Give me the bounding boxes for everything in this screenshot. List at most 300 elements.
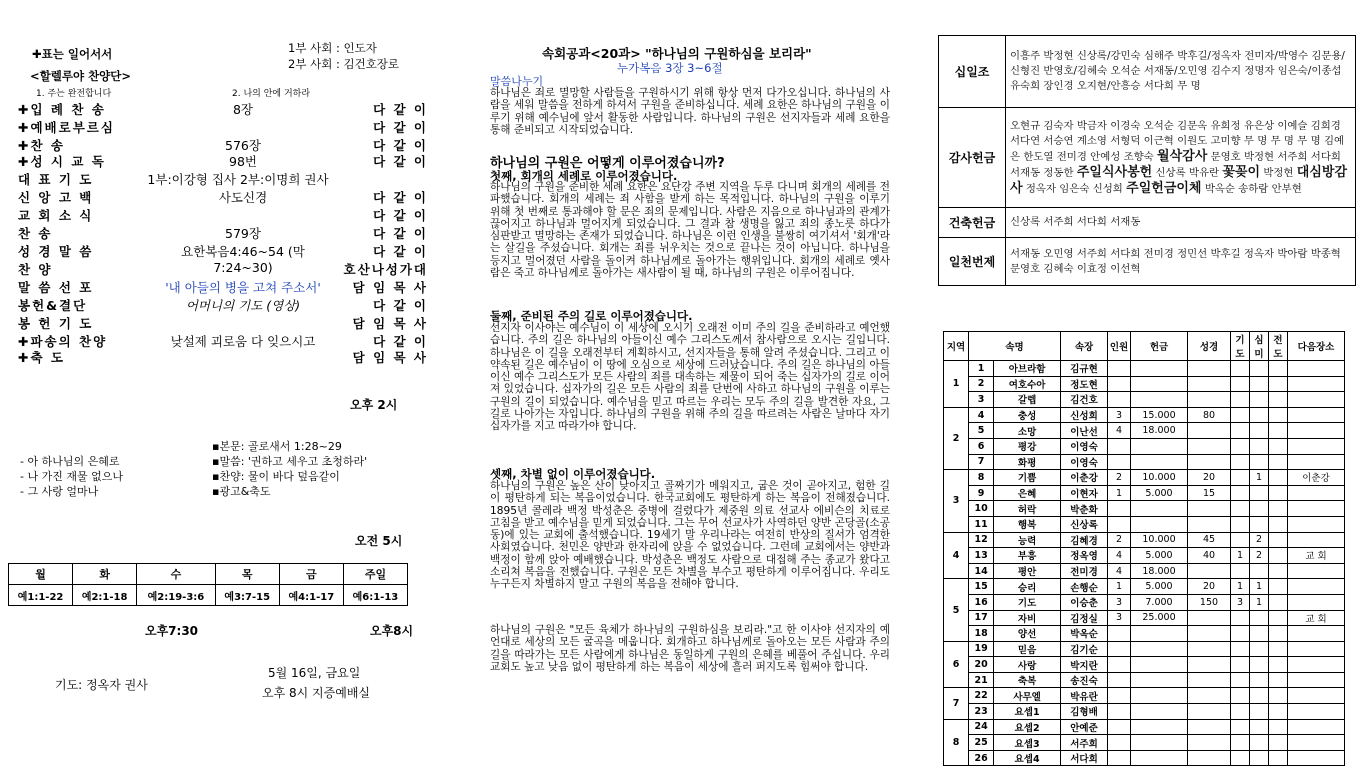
grid-cell-leader: 박옥순	[1061, 626, 1108, 642]
friday-date: 5월 16일, 금요일	[268, 666, 361, 680]
grid-cell-visit: 2	[1250, 532, 1269, 548]
share-label: 말씀나누기	[490, 75, 544, 88]
thousand-label: 일천번제	[939, 238, 1006, 286]
table-row	[944, 594, 1345, 610]
worship-order-column	[0, 0, 440, 729]
grid-cell-leader: 김건호	[1061, 392, 1108, 408]
grid-cell-pray	[1231, 735, 1250, 751]
order-content: 576장	[225, 138, 261, 153]
grid-cell-cnt	[1108, 501, 1131, 517]
grid-cell-bible	[1188, 376, 1231, 392]
grid-cell-pray: 3	[1231, 594, 1250, 610]
offering-column	[935, 0, 1359, 766]
grid-cell-name: 요셉3	[994, 735, 1061, 751]
grid-cell-leader: 정옥영	[1061, 548, 1108, 564]
thousand-names: 서재동 오민영 서주희 서다희 전미경 정민선 박후길 정옥자 박아람 박종혁 문영호 김혜숙 이효정 이선혁	[1006, 238, 1356, 286]
order-name: 찬 송	[18, 226, 53, 241]
grid-cell-name: 기쁨	[994, 470, 1061, 486]
pm2-item: ▪광고&축도	[212, 485, 271, 498]
pm2-heading: 오후 2시	[350, 398, 398, 412]
grid-cell-next	[1288, 361, 1345, 377]
grid-cell-no: 25	[969, 735, 994, 751]
grid-cell-name: 승리	[994, 579, 1061, 595]
grid-cell-pray: 1	[1231, 579, 1250, 595]
grid-cell-next	[1288, 641, 1345, 657]
grid-cell-bible: 150	[1188, 594, 1231, 610]
grid-cell-visit	[1250, 361, 1269, 377]
grid-cell-pray	[1231, 641, 1250, 657]
grid-cell-leader: 전미경	[1061, 563, 1108, 579]
grid-cell-leader: 송진숙	[1061, 672, 1108, 688]
grid-cell-money: 18.000	[1131, 563, 1188, 579]
table-row	[944, 688, 1345, 704]
reading-day: 주일	[343, 564, 407, 585]
grid-cell-no: 23	[969, 704, 994, 720]
grid-cell-name: 여호수아	[994, 376, 1061, 392]
building-names: 신상록 서주희 서다희 서재동	[1006, 208, 1356, 238]
grid-cell-next	[1288, 594, 1345, 610]
grid-cell-money: 18.000	[1131, 423, 1188, 439]
flower-label: 꽃꽂이	[1222, 164, 1261, 180]
order-row	[18, 118, 428, 136]
grid-cell-name: 은혜	[994, 485, 1061, 501]
grid-cell-next	[1288, 735, 1345, 751]
grid-cell-leader: 김형배	[1061, 704, 1108, 720]
reading-ref: 예1:1-22	[9, 585, 73, 606]
grid-cell-money	[1131, 719, 1188, 735]
grid-cell-cnt	[1108, 361, 1131, 377]
grid-cell-pray	[1231, 719, 1250, 735]
grid-cell-visit: 1	[1250, 579, 1269, 595]
grid-cell-visit	[1250, 376, 1269, 392]
grid-cell-leader: 박춘화	[1061, 501, 1108, 517]
table-row	[944, 423, 1345, 439]
grid-cell-money	[1131, 438, 1188, 454]
grid-cell-cnt	[1108, 704, 1131, 720]
grid-cell-evan	[1269, 704, 1288, 720]
leader-2: 2부 사회 : 김건호장로	[288, 57, 400, 71]
reading-ref: 예4:1-17	[279, 585, 343, 606]
table-row	[944, 610, 1345, 626]
grid-header-cell: 심미	[1250, 332, 1269, 361]
order-leader: 담 임 목 사	[352, 350, 428, 365]
grid-cell-no: 10	[969, 501, 994, 517]
grid-cell-visit	[1250, 641, 1269, 657]
region-cell: 1	[944, 361, 969, 408]
order-row	[18, 296, 428, 314]
grid-cell-bible: 40	[1188, 548, 1231, 564]
grid-cell-cnt: 4	[1108, 548, 1131, 564]
grid-cell-cnt	[1108, 657, 1131, 673]
grid-cell-pray	[1231, 516, 1250, 532]
grid-cell-evan	[1269, 594, 1288, 610]
grid-cell-evan	[1269, 470, 1288, 486]
table-row	[944, 485, 1345, 501]
grid-cell-cnt: 3	[1108, 407, 1131, 423]
grid-cell-money	[1131, 626, 1188, 642]
grid-cell-evan	[1269, 672, 1288, 688]
order-leader: 담 임 목 사	[352, 280, 428, 295]
grid-cell-name: 아브라함	[994, 361, 1061, 377]
grid-cell-pray	[1231, 563, 1250, 579]
grid-cell-next	[1288, 719, 1345, 735]
grid-cell-leader: 이승춘	[1061, 594, 1108, 610]
monthly-thanks-names: 문영호 박정현 서주희 서다희 서재동 정동한	[1010, 150, 1341, 179]
grid-cell-bible	[1188, 516, 1231, 532]
grid-cell-no: 9	[969, 485, 994, 501]
prayer-person: 기도: 정옥자 권사	[55, 678, 148, 692]
region-cell: 7	[944, 688, 969, 719]
grid-cell-name: 화평	[994, 454, 1061, 470]
order-name: 봉 헌 기 도	[18, 316, 94, 331]
grid-cell-no: 26	[969, 750, 994, 766]
grid-cell-visit	[1250, 485, 1269, 501]
order-name: ✚입 례 찬 송	[18, 102, 106, 117]
table-row	[944, 563, 1345, 579]
grid-cell-money: 10.000	[1131, 532, 1188, 548]
table-row	[944, 735, 1345, 751]
grid-header-cell: 인원	[1108, 332, 1131, 361]
grid-cell-next	[1288, 485, 1345, 501]
order-name: 교 회 소 식	[18, 208, 94, 223]
grid-cell-pray	[1231, 532, 1250, 548]
grid-cell-pray	[1231, 501, 1250, 517]
grid-cell-next: 교 회	[1288, 548, 1345, 564]
grid-cell-visit	[1250, 563, 1269, 579]
praise-song-2: 2. 나의 안에 거하라	[232, 89, 311, 99]
grid-cell-bible	[1188, 657, 1231, 673]
grid-cell-evan	[1269, 719, 1288, 735]
grid-cell-visit	[1250, 750, 1269, 766]
grid-cell-cnt	[1108, 719, 1131, 735]
grid-cell-money	[1131, 516, 1188, 532]
table-row	[944, 626, 1345, 642]
grid-cell-name: 능력	[994, 532, 1061, 548]
grid-cell-evan	[1269, 548, 1288, 564]
grid-cell-no: 3	[969, 392, 994, 408]
grid-cell-cnt	[1108, 438, 1131, 454]
lesson-heading-1: 첫째, 회개의 세례로 이루어졌습니다.	[490, 169, 678, 183]
grid-cell-name: 양선	[994, 626, 1061, 642]
grid-cell-name: 사무엘	[994, 688, 1061, 704]
table-row	[944, 532, 1345, 548]
grid-cell-visit	[1250, 438, 1269, 454]
grid-cell-money: 10.000	[1131, 470, 1188, 486]
order-leader: 다 같 이	[373, 138, 428, 153]
order-name: ✚파송의 찬양	[18, 334, 108, 349]
grid-cell-no: 1	[969, 361, 994, 377]
grid-cell-bible: 20	[1188, 579, 1231, 595]
order-name: ✚예배로부르심	[18, 120, 115, 135]
order-row	[18, 206, 428, 224]
grid-cell-money: 15.000	[1131, 407, 1188, 423]
grid-cell-visit	[1250, 704, 1269, 720]
grid-cell-visit	[1250, 392, 1269, 408]
grid-cell-next	[1288, 750, 1345, 766]
grid-cell-visit	[1250, 407, 1269, 423]
grid-cell-cnt: 3	[1108, 610, 1131, 626]
transfer-names: 박옥순 송하람 안부현	[1204, 182, 1302, 195]
grid-cell-money	[1131, 641, 1188, 657]
grid-cell-money	[1131, 672, 1188, 688]
grid-cell-leader: 박유란	[1061, 688, 1108, 704]
reading-ref: 예6:1-13	[343, 585, 407, 606]
order-row	[18, 260, 428, 278]
grid-cell-pray	[1231, 470, 1250, 486]
region-cell: 4	[944, 532, 969, 579]
table-row	[944, 516, 1345, 532]
grid-cell-next	[1288, 626, 1345, 642]
grid-cell-cnt: 2	[1108, 532, 1131, 548]
grid-cell-visit	[1250, 657, 1269, 673]
grid-cell-money: 5.000	[1131, 548, 1188, 564]
grid-cell-no: 16	[969, 594, 994, 610]
grid-cell-next: 이춘강	[1288, 470, 1345, 486]
grid-header	[944, 332, 1345, 361]
reading-ref: 예3:7-15	[215, 585, 279, 606]
grid-cell-name: 요셉1	[994, 704, 1061, 720]
table-row	[944, 501, 1345, 517]
grid-cell-cnt: 2	[1108, 470, 1131, 486]
grid-cell-money	[1131, 454, 1188, 470]
grid-cell-pray	[1231, 361, 1250, 377]
order-name: ✚축 도	[18, 350, 65, 365]
offering-table	[938, 35, 1356, 286]
grid-cell-leader: 손행순	[1061, 579, 1108, 595]
grid-cell-evan	[1269, 407, 1288, 423]
region-cell: 6	[944, 641, 969, 688]
order-leader: 다 같 이	[373, 226, 428, 241]
grid-cell-bible	[1188, 610, 1231, 626]
grid-cell-pray	[1231, 376, 1250, 392]
order-content: '내 아들의 병을 고쳐 주소서'	[165, 280, 321, 295]
grid-header-cell: 기도	[1231, 332, 1250, 361]
grid-cell-bible	[1188, 438, 1231, 454]
grid-cell-evan	[1269, 361, 1288, 377]
thanks-label: 감사헌금	[939, 108, 1006, 208]
lesson-column	[480, 0, 895, 729]
grid-cell-pray: 1	[1231, 548, 1250, 564]
grid-cell-pray	[1231, 672, 1250, 688]
grid-cell-bible	[1188, 688, 1231, 704]
lesson-paragraph-3: 하나님의 구원은 높은 산이 낮아지고 골짜기가 메워지고, 굽은 것이 곧아지고, 험한 길이 평탄하게 되는 복음이었습니다. 한국교회에도 평탄하게 하는 복음이 전해졌습니다. 1895년 콜레라 백정 박성춘은 중병에 걸렸다가 제중원 의료 선교사 에비슨의 치료로 고침을 받고 예수님을 믿게 되었습니다. 그는 무어 선교사가 사역하던 양반 곤당골(소공동)에 있는 교회에 출석했습니다. 19세기 말 우리나라는 여전히 반상의 질서가 엄격한 사회였습니다. 천민은 양반과 한자리에 앉을 수 없었습니다. 그런데 교회에서는 양반과 백정이 함께 앉아 예배했습니다. 박성춘은 백정도 사람으로 대접해 주는 종교가 왔다고 소리쳐 복음을 전했습니다. 구원은 모든 차별을 부수고 평탄하게 이루어집니다. 우리도 누구든지 차별하지 말고 구원의 복음을 전해야 합니다.	[490, 480, 890, 591]
grid-cell-no: 20	[969, 657, 994, 673]
praise-team-title: <할렐루야 찬양단>	[30, 69, 132, 83]
grid-cell-cnt: 4	[1108, 563, 1131, 579]
grid-header-cell: 속명	[969, 332, 1061, 361]
grid-cell-visit	[1250, 423, 1269, 439]
grid-cell-visit: 1	[1250, 470, 1269, 486]
order-name: ✚찬 송	[18, 138, 65, 153]
grid-cell-next	[1288, 657, 1345, 673]
tithe-names: 이흥주 박정현 신상록/강민숙 심해주 박후길/정옥자 전미자/박영수 김문용/신형진 반영호/김혜숙 오석순 서재동/오민영 김수지 정명자 임은숙/이종섭 유숙희 장인경 오지현/안흥승 서다희 무 명	[1006, 36, 1356, 108]
grid-cell-pray	[1231, 407, 1250, 423]
lesson-intro: 하나님은 죄로 멸망할 사람들을 구원하시기 위해 항상 먼저 다가오십니다. 하나님의 사람을 세워 말씀을 전하게 하셔서 구원을 준비하십니다. 세례 요한은 하나님의 구원을 이루기 위해 예수님에 앞서 활동한 사람입니다. 하나님의 구원은 선지자들과 세례 요한을 통해 준비되고 시작되었습니다.	[490, 87, 890, 136]
grid-cell-money	[1131, 361, 1188, 377]
grid-cell-cnt: 1	[1108, 485, 1131, 501]
grid-cell-evan	[1269, 641, 1288, 657]
order-content: 요한복음4:46~54 (막7:24~30)	[181, 244, 305, 275]
grid-cell-evan	[1269, 454, 1288, 470]
order-leader: 다 같 이	[373, 154, 428, 169]
grid-cell-bible	[1188, 672, 1231, 688]
pm2-item: ▪본문: 골로새서 1:28~29	[212, 440, 342, 453]
grid-cell-next	[1288, 563, 1345, 579]
grid-cell-cnt	[1108, 735, 1131, 751]
lesson-heading-3: 셋째, 차별 없이 이루어졌습니다.	[490, 467, 656, 481]
thanks-names: 오현규 김숙자 박금자 이경숙 오석순 김문옥 유희정 유은상 이예슬 김희경 서다연 서승연 계소영 서형덕 이근혁 이원도 고미향 무 명 무 명 무 명 김예은 한도열 전미경 안예성 조향숙	[1010, 119, 1345, 163]
grid-cell-pray	[1231, 626, 1250, 642]
order-name: 신 앙 고 백	[18, 190, 94, 205]
grid-cell-leader: 정도현	[1061, 376, 1108, 392]
grid-cell-no: 14	[969, 563, 994, 579]
grid-cell-name: 요셉2	[994, 719, 1061, 735]
grid-cell-pray	[1231, 688, 1250, 704]
visit-thanks-names: 정옥자 임은숙 신성희	[1025, 182, 1123, 195]
grid-cell-cnt: 1	[1108, 579, 1131, 595]
lesson-paragraph-1: 하나님의 구원을 준비한 세례 요한은 요단강 주변 지역을 두루 다니며 회개의 세례를 전파했습니다. 회개의 세례는 죄 사함을 받게 하는 목적입니다. 하나님의 구원을 이루기 위해 첫 번째로 통과해야 할 문은 죄의 문제입니다. 사람은 지음으로 하나님과의 관계가 끊어지고 하나님과 멀어지게 되었습니다. 그 결과 참 생명을 잃고 죄의 종노릇 하다가 심판받고 멸망하는 존재가 되었습니다. 하나님은 이런 인생을 불쌍히 여기셔서 '회개'라는 살길을 주셨습니다. 회개는 죄를 뉘우치는 것으로 끝나는 것이 아닙니다. 하나님을 등지고 멀어졌던 사람을 돌이켜 하나님께로 돌아가는 행위입니다. 회개의 세례로 옛사람은 죽고 하나님께로 돌아가는 새사람이 될 때, 하나님의 구원은 이루어집니다.	[490, 181, 890, 280]
order-content: 1부:이강형 집사 2부:이명희 권사	[147, 172, 329, 187]
order-row	[18, 188, 428, 206]
grid-cell-pray	[1231, 704, 1250, 720]
order-leader: 다 같 이	[373, 208, 428, 223]
grid-cell-name: 믿음	[994, 641, 1061, 657]
grid-cell-bible	[1188, 361, 1231, 377]
order-row	[18, 278, 428, 296]
table-row	[944, 750, 1345, 766]
grid-cell-next	[1288, 392, 1345, 408]
grid-cell-money	[1131, 735, 1188, 751]
grid-cell-name: 행복	[994, 516, 1061, 532]
table-row	[944, 657, 1345, 673]
order-leader: 다 같 이	[373, 298, 428, 313]
grid-cell-no: 5	[969, 423, 994, 439]
grid-cell-no: 6	[969, 438, 994, 454]
grid-cell-pray	[1231, 750, 1250, 766]
grid-cell-evan	[1269, 735, 1288, 751]
table-row	[944, 454, 1345, 470]
grid-cell-money	[1131, 392, 1188, 408]
praise-song-1: 1. 주는 완전합니다	[36, 89, 112, 99]
grid-cell-evan	[1269, 485, 1288, 501]
grid-cell-money: 5.000	[1131, 579, 1188, 595]
meal-offering-label: 주일식사봉헌	[1076, 164, 1153, 180]
region-cell: 8	[944, 719, 969, 766]
grid-cell-pray	[1231, 423, 1250, 439]
grid-cell-money	[1131, 501, 1188, 517]
grid-cell-money: 7.000	[1131, 594, 1188, 610]
grid-cell-bible: 15	[1188, 485, 1231, 501]
order-row	[18, 348, 428, 366]
order-content: 8장	[232, 102, 254, 117]
grid-cell-leader: 이영숙	[1061, 438, 1108, 454]
grid-cell-evan	[1269, 657, 1288, 673]
grid-cell-evan	[1269, 563, 1288, 579]
order-row	[18, 100, 428, 118]
monthly-thanks-label: 월삭감사	[1157, 148, 1208, 164]
grid-cell-evan	[1269, 423, 1288, 439]
grid-cell-cnt	[1108, 454, 1131, 470]
table-row	[944, 392, 1345, 408]
grid-cell-name: 축복	[994, 672, 1061, 688]
grid-header-cell: 전도	[1269, 332, 1288, 361]
grid-cell-bible: 45	[1188, 532, 1231, 548]
grid-cell-name: 소망	[994, 423, 1061, 439]
grid-cell-leader: 김정실	[1061, 610, 1108, 626]
order-leader: 담 임 목 사	[352, 316, 428, 331]
order-name: 대 표 기 도	[18, 172, 94, 187]
grid-cell-name: 사랑	[994, 657, 1061, 673]
thanks-cell	[1006, 108, 1356, 208]
grid-cell-no: 12	[969, 532, 994, 548]
flower-names: 박정현	[1263, 166, 1294, 179]
order-name: 말 씀 선 포	[18, 280, 94, 295]
grid-cell-bible: 80	[1188, 407, 1231, 423]
grid-cell-pray	[1231, 657, 1250, 673]
grid-cell-money	[1131, 704, 1188, 720]
grid-cell-evan	[1269, 376, 1288, 392]
grid-cell-evan	[1269, 532, 1288, 548]
reading-day: 수	[137, 564, 216, 585]
grid-cell-money: 25.000	[1131, 610, 1188, 626]
grid-cell-leader: 신상록	[1061, 516, 1108, 532]
grid-cell-visit: 2	[1250, 548, 1269, 564]
grid-cell-leader: 김혜경	[1061, 532, 1108, 548]
table-row	[944, 719, 1345, 735]
table-row	[944, 376, 1345, 392]
grid-cell-money	[1131, 657, 1188, 673]
grid-cell-name: 평강	[994, 438, 1061, 454]
grid-cell-money	[1131, 688, 1188, 704]
friday-service: 오후 8시 지증예배실	[262, 686, 371, 700]
grid-cell-next	[1288, 688, 1345, 704]
grid-cell-leader: 김기순	[1061, 641, 1108, 657]
grid-cell-cnt	[1108, 392, 1131, 408]
grid-header-cell: 속장	[1061, 332, 1108, 361]
grid-cell-no: 8	[969, 470, 994, 486]
grid-cell-name: 갈렙	[994, 392, 1061, 408]
grid-cell-name: 충성	[994, 407, 1061, 423]
grid-cell-name: 평안	[994, 563, 1061, 579]
grid-cell-bible	[1188, 719, 1231, 735]
grid-cell-pray	[1231, 438, 1250, 454]
grid-cell-cnt	[1108, 672, 1131, 688]
grid-cell-bible: 20	[1188, 470, 1231, 486]
lesson-scripture: 누가복음 3장 3~6절	[617, 61, 723, 75]
order-content: 98번	[229, 154, 257, 169]
order-leader: 호산나성가대	[343, 262, 428, 277]
grid-cell-bible	[1188, 735, 1231, 751]
grid-cell-leader: 이현자	[1061, 485, 1108, 501]
grid-cell-pray	[1231, 454, 1250, 470]
grid-cell-pray	[1231, 485, 1250, 501]
order-leader: 다 같 이	[373, 334, 428, 349]
grid-cell-evan	[1269, 579, 1288, 595]
grid-cell-leader: 이영숙	[1061, 454, 1108, 470]
reading-ref: 예2:19-3:6	[137, 585, 216, 606]
grid-cell-evan	[1269, 688, 1288, 704]
order-name: 찬 양	[18, 262, 53, 277]
order-leader: 다 같 이	[373, 102, 428, 117]
order-row	[18, 224, 428, 242]
table-row	[944, 704, 1345, 720]
grid-cell-bible	[1188, 423, 1231, 439]
grid-header-cell: 헌금	[1131, 332, 1188, 361]
grid-cell-visit	[1250, 672, 1269, 688]
daily-reading-table	[8, 563, 408, 606]
grid-cell-cnt	[1108, 626, 1131, 642]
grid-header-cell: 지역	[944, 332, 969, 361]
